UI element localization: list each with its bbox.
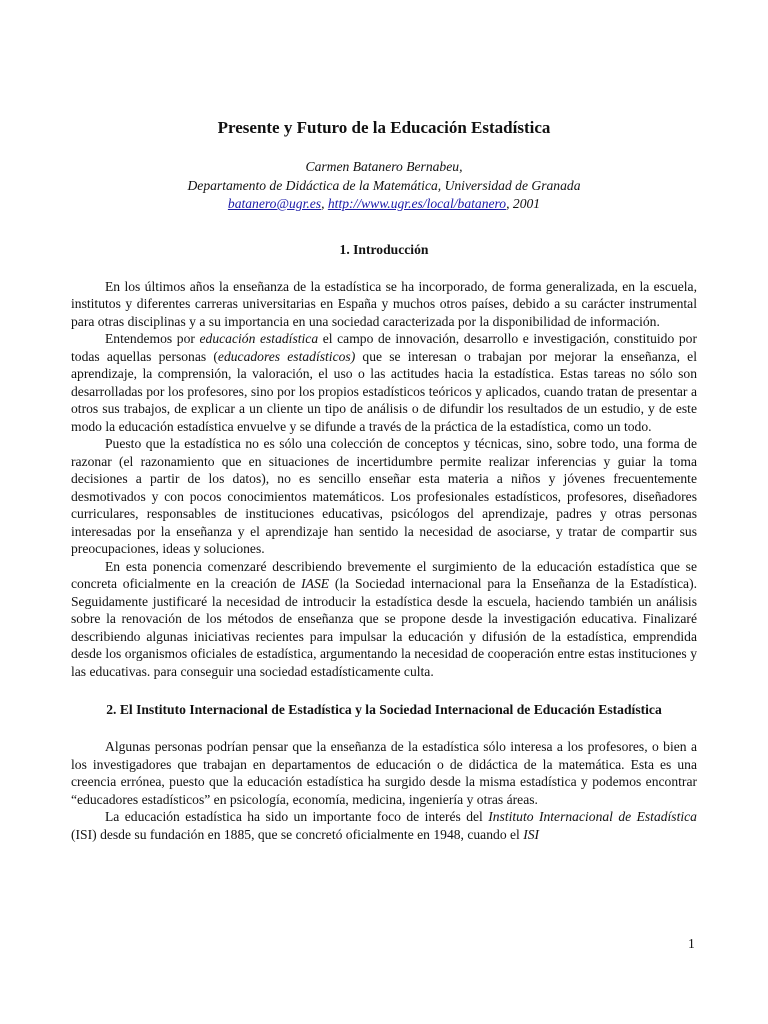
text-run: La educación estadística ha sido un importante foco de interés del — [105, 809, 489, 824]
paragraph-2 — [71, 330, 697, 435]
publication-year: 2001 — [512, 196, 541, 211]
text-run: que se interesan o trabajan por mejorar la enseñanza, el aprendizaje, la comprensión, la valoración, el uso o las actitudes hacia la estadística. Estas tareas no sólo son desarrolladas por los profesores, sino por los propios estadísticos teóricos y aplicados, cuando tratan de presentar a otros sus trabajos, de explicar a un cliente un tipo de análisis o de difundir los resultados de un estudio, y de este modo la educación estadística envuelve y se difunde a través de la práctica de la estadística, como un todo. — [71, 348, 697, 434]
section-heading-introduccion: 1. Introducción — [339, 241, 429, 257]
page-content — [71, 118, 697, 843]
contact-separator: , — [321, 196, 328, 211]
author-contact — [71, 195, 697, 214]
paragraph-4 — [71, 558, 697, 681]
italic-term: educación estadística — [199, 331, 319, 346]
paragraph-3: Puesto que la estadística no es sólo una colección de conceptos y técnicas, sino, sobre todo, una forma de razonar (el razonamiento que en situaciones de incertidumbre permite realizar inferencias y guiar la toma decisiones a partir de los datos), no es sencillo enseñar esta materia a niños y jóvenes frecuentemente desmotivados y con pocos conocimientos matemáticos. Los profesionales estadísticos, profesores, diseñadores curriculares, responsables de instituciones educativas, psicólogos del aprendizaje, padres y otras personas interesadas por la enseñanza y el aprendizaje han sentido la necesidad de asociarse, y tratar de compartir sus preocupaciones, ideas y soluciones. — [71, 436, 697, 556]
paragraph-6 — [71, 808, 697, 843]
paragraph-5: Algunas personas podrían pensar que la enseñanza de la estadística sólo interesa a los profesores, o bien a los investigadores que trabajan en departamentos de educación o de didáctica de la matemática. Esta es una creencia errónea, puesto que la educación estadística ha surgido desde la misma estadística y podemos encontrar “educadores estadísticos” en psicología, economía, medicina, ingeniería y otras áreas. — [71, 739, 697, 807]
text-run: Entendemos por — [105, 331, 200, 346]
text-run: el campo de innovación, desarrollo e investigación, constituido por todas aquellas personas ( — [71, 331, 697, 364]
paragraph-1: En los últimos años la enseñanza de la estadística se ha incorporado, de forma generalizada, en la escuela, institutos y diferentes carreras universitarias en España y muchos otros países, debido a su carácter instrumental para otras disciplinas y a su importancia en una sociedad caracterizada por la disponibilidad de información. — [71, 278, 697, 329]
italic-term: IASE — [301, 576, 330, 591]
text-run: (ISI) desde su fundación en 1885, que se concretó oficialmente en 1948, cuando el — [71, 826, 524, 842]
document-title: Presente y Futuro de la Educación Estadística — [217, 118, 551, 137]
text-run: (la Sociedad internacional para la Enseñanza de la Estadística). Seguidamente justificaré la necesidad de introducir la estadística desde la escuela, haciendo también un análisis sobre la renovación de los métodos de enseñanza que se propone desde la investigación educativa. Finalizaré describiendo algunas iniciativas recientes para impulsar la educación y difusión de la estadística, emprendida desde los organismos oficiales de estadística, argumentando la necesidad de cooperación entre estas instituciones y las educativas. para conseguir una sociedad estadísticamente culta. — [71, 576, 697, 679]
italic-term: educadores estadísticos) — [217, 348, 356, 364]
author-name: Carmen Batanero Bernabeu, — [305, 159, 463, 174]
contact-separator-2: , — [506, 196, 513, 211]
email-link[interactable]: batanero@ugr.es — [227, 196, 322, 211]
italic-term: Instituto Internacional de Estadística — [488, 809, 697, 824]
author-affiliation: Departamento de Didáctica de la Matemática, Universidad de Granada — [187, 177, 581, 193]
italic-term: ISI — [523, 826, 540, 842]
text-run: En esta ponencia comenzaré describiendo brevemente el surgimiento de la educación estadística que se concreta oficialmente en la creación de — [71, 558, 697, 591]
page-number: 1 — [688, 936, 695, 951]
website-link[interactable]: http://www.ugr.es/local/batanero — [327, 196, 507, 211]
section-heading-instituto: 2. El Instituto Internacional de Estadística y la Sociedad Internacional de Educación Estadística — [106, 702, 662, 717]
author-block — [71, 158, 697, 214]
